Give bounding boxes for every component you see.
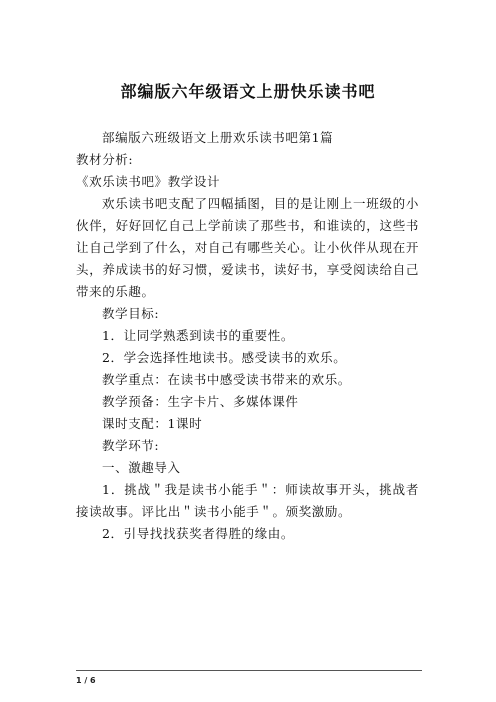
footer-divider	[76, 670, 422, 671]
paragraph: 《欢乐读书吧》教学设计	[76, 174, 221, 189]
paragraph: 1．挑战＂我是读书小能手＂：师读故事开头，挑战者接读故事。评比出＂读书小能手＂。颁奖激励。	[76, 482, 419, 519]
paragraph: 一、激趣导入	[102, 460, 181, 475]
paragraph: 2．学会选择性地读书。感受读书的欢乐。	[102, 350, 347, 365]
paragraph: 教学预备：生字卡片、多媒体课件	[102, 394, 299, 409]
paragraph: 教学目标:	[102, 306, 160, 321]
document-title: 部编版六年级语文上册快乐读书吧	[120, 82, 376, 101]
paragraph: 2．引导找找获奖者得胜的缘由。	[102, 526, 294, 541]
paragraph: 教学环节:	[102, 438, 160, 453]
paragraph: 1．让同学熟悉到读书的重要性。	[102, 328, 294, 343]
document-body	[76, 127, 419, 545]
paragraph: 课时支配：1课时	[102, 416, 203, 431]
page-number: 1 / 6	[76, 676, 96, 685]
paragraph: 部编版六班级语文上册欢乐读书吧第1篇	[102, 130, 334, 145]
paragraph: 教学重点：在读书中感受读书带来的欢乐。	[102, 372, 351, 387]
paragraph: 欢乐读书吧支配了四幅插图，目的是让刚上一班级的小伙伴，好好回忆自己上学前读了那些书，和谁读的，这些书让自己学到了什么，对自己有哪些关心。让小伙伴从现在开头，养成读书的好习惯，爱读书，读好书，享受阅读给自己带来的乐趣。	[76, 196, 419, 299]
paragraph: 教材分析:	[76, 152, 134, 167]
